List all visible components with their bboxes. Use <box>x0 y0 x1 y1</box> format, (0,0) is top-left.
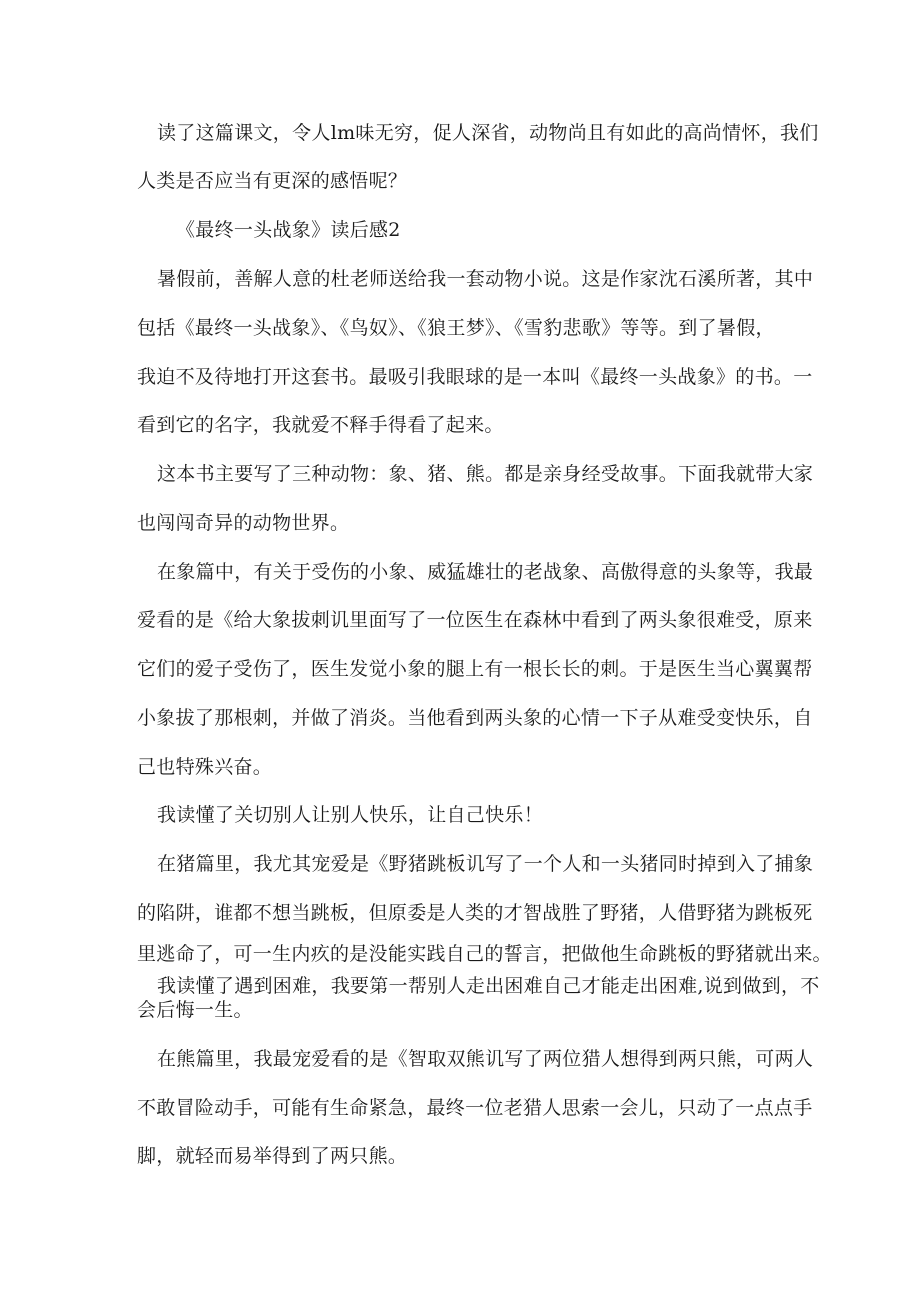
paragraph-line: 暑假前，善解人意的杜老师送给我一套动物小说。这是作家沈石溪所著，其中 <box>157 268 814 290</box>
paragraph-line: 小象拔了那根刺，并做了消炎。当他看到两头象的心情一下子从难受变快乐，自 <box>137 707 813 729</box>
paragraph-line: 会后悔一生。 <box>137 999 253 1021</box>
paragraph-line: 我迫不及待地打开这套书。最吸引我眼球的是一本叫《最终一头战象》的书。一 <box>137 366 813 388</box>
paragraph-line: 这本书主要写了三种动物：象、猪、熊。都是亲身经受故事。下面我就带大家 <box>157 463 814 485</box>
paragraph-line: 的陷阱，谁都不想当跳板，但原委是人类的才智战胜了野猪，人借野猪为跳板死 <box>137 902 813 924</box>
paragraph-line: 我读懂了遇到困难，我要第一帮别人走出困难自己才能走出困难,说到做到，不 <box>157 975 820 997</box>
paragraph-line: 人类是否应当有更深的感悟呢？ <box>137 170 408 192</box>
paragraph-line: 在象篇中，有关于受伤的小象、威猛雄壮的老战象、高傲得意的头象等，我最 <box>157 561 814 583</box>
paragraph-line: 在猪篇里，我尤其宠爱是《野猪跳板讥写了一个人和一头猪同时掉到入了捕象 <box>157 853 814 875</box>
paragraph-line: 己也特殊兴奋。 <box>137 756 273 778</box>
paragraph-line: 脚，就轻而易举得到了两只熊。 <box>137 1145 408 1167</box>
paragraph-line: 也闯闯奇异的动物世界。 <box>137 512 350 534</box>
paragraph-line: 爱看的是《给大象拔刺讥里面写了一位医生在森林中看到了两头象很难受，原来 <box>137 609 813 631</box>
paragraph-line: 看到它的名字，我就爱不释手得看了起来。 <box>137 414 504 436</box>
paragraph-line: 我读懂了关切别人让别人快乐，让自己快乐！ <box>157 804 544 826</box>
paragraph-line: 包括《最终一头战象》、《鸟奴》、《狼王梦》、《雪豹悲歌》等等。到了暑假， <box>137 317 775 339</box>
paragraph-line: 在熊篇里，我最宠爱看的是《智取双熊讥写了两位猎人想得到两只熊，可两人 <box>157 1048 814 1070</box>
paragraph-line: 读了这篇课文，令人lm味无穷，促人深省，动物尚且有如此的高尚情怀，我们 <box>157 122 819 144</box>
section-heading: 《最终一头战象》读后感2 <box>176 219 401 241</box>
paragraph-line: 它们的爱子受伤了，医生发觉小象的腿上有一根长长的刺。于是医生当心翼翼帮 <box>137 658 813 680</box>
paragraph-line: 里逃命了，可一生内疚的是没能实践自己的誓言，把做他生命跳板的野猪就出来。 <box>137 943 832 965</box>
paragraph-line: 不敢冒险动手，可能有生命紧急，最终一位老猎人思索一会儿，只动了一点点手 <box>137 1097 813 1119</box>
